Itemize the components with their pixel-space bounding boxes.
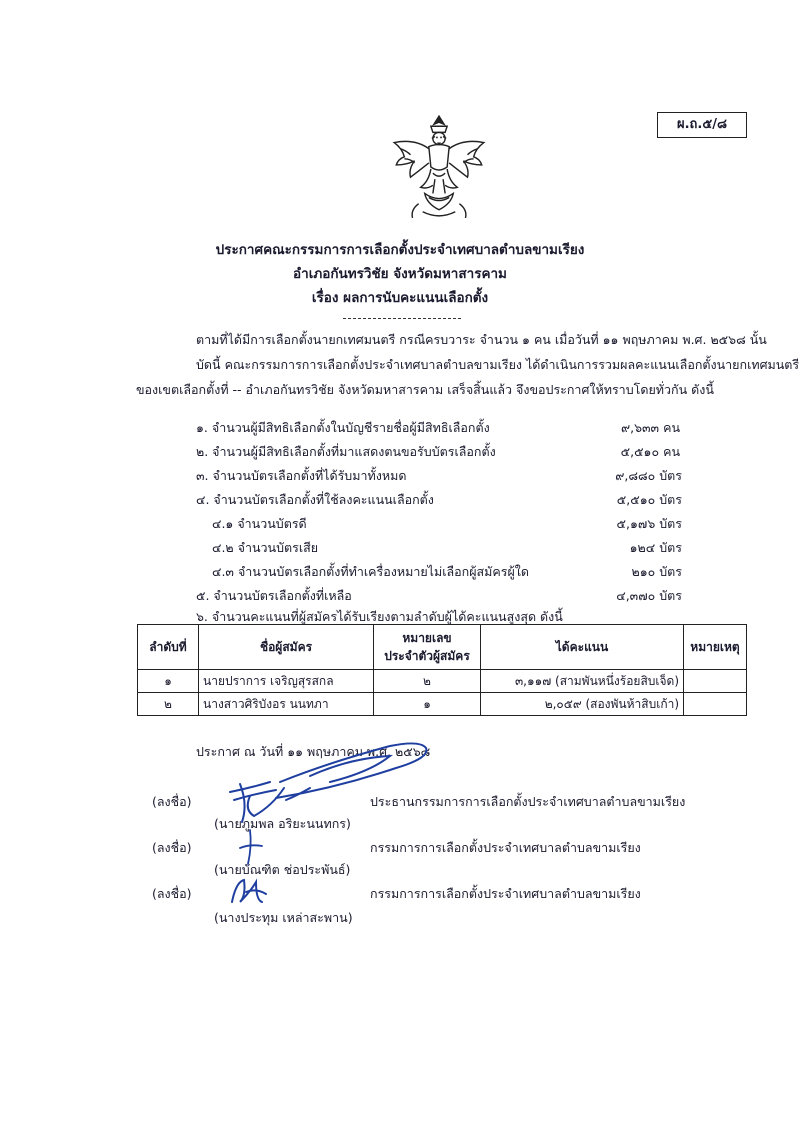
note-cell bbox=[684, 693, 747, 716]
district-title: อำเภอกันทรวิชัย จังหวัดมหาสารคาม bbox=[293, 266, 507, 282]
sign-label: (ลงชื่อ) bbox=[152, 840, 192, 855]
committee-signature-1 bbox=[226, 826, 276, 870]
item-value: ๑๒๔ บัตร bbox=[629, 540, 682, 555]
item-label: ๕. จำนวนบัตรเลือกตั้งที่เหลือ bbox=[196, 588, 352, 603]
signatory-position: กรรมการการเลือกตั้งประจำเทศบาลตำบลขามเรียง bbox=[370, 886, 641, 901]
announcement-date: ประกาศ ณ วันที่ ๑๑ พฤษภาคม พ.ศ. ๒๕๖๘ bbox=[196, 744, 431, 759]
committee-signature-2 bbox=[226, 872, 276, 912]
score-cell: ๓,๑๑๗ (สามพันหนึ่งร้อยสิบเจ็ด) bbox=[481, 670, 684, 693]
table-row bbox=[138, 693, 747, 716]
item-value: ๔,๓๗๐ บัตร bbox=[616, 588, 682, 603]
item-value: ๒๑๐ บัตร bbox=[631, 564, 682, 579]
candidate-number-cell: ๒ bbox=[374, 670, 481, 693]
paragraph-2-line-2: ของเขตเลือกตั้งที่ -- อำเภอกันทรวิชัย จังหวัดมหาสารคาม เสร็จสิ้นแล้ว จึงขอประกาศให้ทราบโดยทั่วกัน ดังนี้ bbox=[136, 382, 714, 397]
chairman-signature bbox=[190, 730, 470, 830]
title-divider bbox=[343, 318, 461, 319]
table-header-row bbox=[138, 625, 747, 670]
item-label: ๔.๓ จำนวนบัตรเลือกตั้งที่ทำเครื่องหมายไม่เลือกผู้สมัครผู้ใด bbox=[212, 564, 530, 579]
signatory-position: ประธานกรรมการการเลือกตั้งประจำเทศบาลตำบลขามเรียง bbox=[370, 794, 686, 809]
item-label: ๖. จำนวนคะแนนที่ผู้สมัครได้รับเรียงตามลำดับผู้ได้คะแนนสูงสุด ดังนี้ bbox=[196, 609, 563, 624]
item-value: ๙,๖๓๓ คน bbox=[620, 420, 680, 435]
signatory-position: กรรมการการเลือกตั้งประจำเทศบาลตำบลขามเรียง bbox=[370, 840, 641, 855]
item-value: ๕,๕๑๐ บัตร bbox=[616, 492, 682, 507]
candidate-number-cell: ๑ bbox=[374, 693, 481, 716]
score-cell: ๒,๐๕๙ (สองพันห้าสิบเก้า) bbox=[481, 693, 684, 716]
subject-title: เรื่อง ผลการนับคะแนนเลือกตั้ง bbox=[311, 290, 489, 306]
rank-cell: ๑ bbox=[138, 670, 199, 693]
score-header: ได้คะแนน bbox=[481, 625, 684, 670]
announcement-title: ประกาศคณะกรรมการการเลือกตั้งประจำเทศบาลตำบลขามเรียง bbox=[215, 242, 585, 258]
note-cell bbox=[684, 670, 747, 693]
signatory-name: (นายภูมพล อริยะนนทกร) bbox=[214, 816, 351, 831]
rank-header: ลำดับที่ bbox=[138, 625, 199, 670]
item-label: ๔. จำนวนบัตรเลือกตั้งที่ใช้ลงคะแนนเลือกตั้ง bbox=[196, 492, 434, 507]
name-header: ชื่อผู้สมัคร bbox=[199, 625, 374, 670]
sign-label: (ลงชื่อ) bbox=[152, 886, 192, 901]
item-label: ๓. จำนวนบัตรเลือกตั้งที่ได้รับมาทั้งหมด bbox=[196, 468, 407, 483]
table-row bbox=[138, 670, 747, 693]
candidate-name-cell: นางสาวศิริบังอร นนทภา bbox=[199, 693, 374, 716]
number-header-line-1: หมายเลข bbox=[402, 631, 452, 645]
paragraph-1: ตามที่ได้มีการเลือกตั้งนายกเทศมนตรี กรณีครบวาระ จำนวน ๑ คน เมื่อวันที่ ๑๑ พฤษภาคม พ.ศ. ๒๕๖๘ นั้น bbox=[196, 332, 767, 347]
number-header-line-2: ประจำตัวผู้สมัคร bbox=[384, 649, 470, 663]
item-value: ๕,๑๗๖ บัตร bbox=[616, 516, 682, 531]
garuda-emblem-icon bbox=[388, 112, 490, 224]
signatory-name: (นายบัณฑิต ช่อประพันธ์) bbox=[214, 862, 351, 877]
number-header bbox=[374, 625, 481, 670]
item-label: ๔.๒ จำนวนบัตรเสีย bbox=[212, 540, 319, 555]
form-code: ผ.ถ.๕/๘ bbox=[657, 112, 747, 138]
results-table bbox=[137, 624, 747, 716]
item-label: ๑. จำนวนผู้มีสิทธิเลือกตั้งในบัญชีรายชื่อผู้มีสิทธิเลือกตั้ง bbox=[196, 420, 490, 435]
item-value: ๕,๕๑๐ คน bbox=[620, 444, 680, 459]
item-label: ๔.๑ จำนวนบัตรดี bbox=[212, 516, 307, 531]
signatory-name: (นางประทุม เหล่าสะพาน) bbox=[214, 910, 353, 925]
note-header: หมายเหตุ bbox=[684, 625, 747, 670]
candidate-name-cell: นายปราการ เจริญสุรสกล bbox=[199, 670, 374, 693]
paragraph-2-line-1: บัดนี้ คณะกรรมการการเลือกตั้งประจำเทศบาลตำบลขามเรียง ได้ดำเนินการรวมผลคะแนนเลือกตั้งนายกเทศมนตรี bbox=[196, 357, 800, 372]
item-label: ๒. จำนวนผู้มีสิทธิเลือกตั้งที่มาแสดงตนขอรับบัตรเลือกตั้ง bbox=[196, 444, 496, 459]
rank-cell: ๒ bbox=[138, 693, 199, 716]
item-value: ๙,๘๘๐ บัตร bbox=[615, 468, 682, 483]
sign-label: (ลงชื่อ) bbox=[152, 794, 192, 809]
